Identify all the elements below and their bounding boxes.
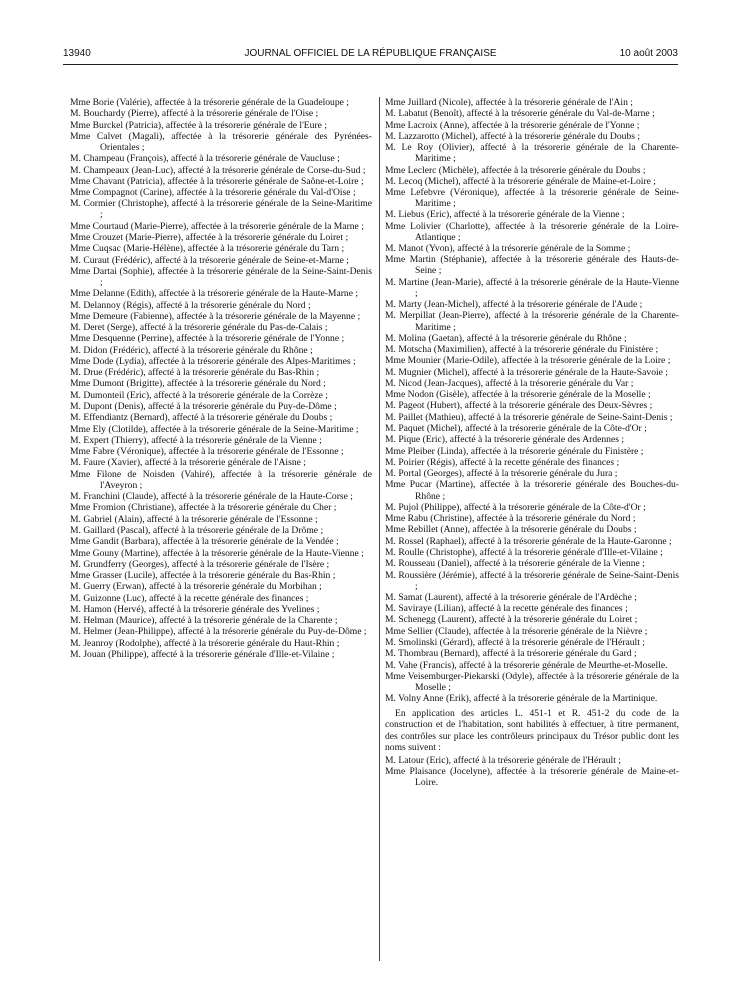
right-entry-list (385, 97, 679, 704)
list-item: M. Dumonteil (Eric), affecté à la trésorerie générale de la Corrèze ; (70, 389, 328, 401)
list-item: M. Schenegg (Laurent), affecté à la trésorerie générale du Loiret ; (385, 614, 638, 626)
list-item: Mme Grasser (Lucile), affectée à la trésorerie générale du Bas-Rhin ; (70, 570, 336, 582)
list-item: M. Paquet (Michel), affecté à la trésorerie générale de la Côte-d'Or ; (385, 423, 647, 435)
list-item: M. Le Roy (Olivier), affecté à la trésorerie générale de la Charente-Maritime ; (385, 142, 679, 165)
list-item: M. Rousseau (Daniel), affecté à la trésorerie générale de la Vienne ; (385, 558, 645, 570)
list-item: Mme Cuqsac (Marie-Hélène), affectée à la trésorerie générale du Tarn ; (70, 243, 345, 255)
list-item: M. Martine (Jean-Marie), affecté à la trésorerie générale de la Haute-Vienne ; (385, 276, 679, 299)
list-item: M. Deret (Serge), affecté à la trésorerie générale du Pas-de-Calais ; (70, 322, 328, 334)
list-item: Mme Lacroix (Anne), affectée à la trésorerie générale de l'Yonne ; (385, 119, 640, 131)
journal-title: JOURNAL OFFICIEL DE LA RÉPUBLIQUE FRANÇAISE (244, 48, 497, 59)
list-item: Mme Demeure (Fabienne), affectée à la trésorerie générale de la Mayenne ; (70, 310, 361, 322)
list-item: Mme Dumont (Brigitte), affectée à la trésorerie générale du Nord ; (70, 378, 326, 390)
list-item: Mme Desquenne (Perrine), affectée à la trésorerie générale de l'Yonne ; (70, 333, 345, 345)
list-item: Mme Compagnot (Carine), affectée à la trésorerie générale du Val-d'Oise ; (70, 187, 356, 199)
list-item: M. Poirier (Régis), affecté à la recette générale des finances ; (385, 456, 620, 468)
page-number: 13940 (63, 48, 91, 59)
list-item: Mme Ely (Clotilde), affectée à la trésorerie générale de la Seine-Maritime ; (70, 423, 359, 435)
list-item: Mme Lolivier (Charlotte), affectée à la trésorerie générale de la Loire-Atlantique ; (385, 220, 679, 243)
list-item: Mme Martin (Stéphanie), affectée à la trésorerie générale des Hauts-de-Seine ; (385, 254, 679, 277)
list-item: M. Gabriel (Alain), affecté à la trésorerie générale de l'Essonne ; (70, 513, 318, 525)
list-item: M. Jeanroy (Rodolphe), affecté à la trésorerie générale du Haut-Rhin ; (70, 637, 340, 649)
list-item: M. Mugnier (Michel), affecté à la trésorerie générale de la Haute-Savoie ; (385, 366, 668, 378)
list-item: M. Vahe (Francis), affecté à la trésorerie générale de Meurthe-et-Moselle. (385, 659, 668, 671)
list-item: M. Jouan (Philippe), affecté à la trésorerie générale d'Ille-et-Vilaine ; (70, 649, 335, 661)
list-item: M. Faure (Xavier), affecté à la trésorerie générale de l'Aisne ; (70, 457, 306, 469)
list-item: M. Nicod (Jean-Jacques), affecté à la trésorerie générale du Var ; (385, 377, 634, 389)
right-column (385, 97, 679, 788)
list-item: M. Expert (Thierry), affecté à la trésorerie générale de la Vienne ; (70, 434, 322, 446)
page-header (63, 48, 678, 62)
list-item: M. Guerry (Erwan), affecté à la trésorerie générale du Morbihan ; (70, 581, 322, 593)
list-item: M. Dupont (Denis), affecté à la trésorerie générale du Puy-de-Dôme ; (70, 401, 337, 413)
list-item: M. Manot (Yvon), affecté à la trésorerie générale de la Somme ; (385, 243, 631, 255)
list-item: M. Molina (Gaetan), affecté à la trésorerie générale du Rhône ; (385, 332, 627, 344)
list-item: M. Smolinski (Gérard), affecté à la trésorerie générale de l'Hérault ; (385, 637, 645, 648)
list-item: Mme Fabre (Véronique), affectée à la trésorerie générale de l'Essonne ; (70, 446, 344, 458)
header-rule (63, 64, 678, 65)
list-item: M. Effendiantz (Bernard), affecté à la trésorerie générale du Doubs ; (70, 412, 333, 424)
list-item: M. Motscha (Maximilien), affecté à la trésorerie générale du Finistère ; (385, 344, 659, 356)
issue-date: 10 août 2003 (619, 48, 678, 59)
list-item: Mme Borie (Valérie), affectée à la trésorerie générale de la Guadeloupe ; (70, 97, 349, 108)
list-item: Mme Lefebvre (Véronique), affectée à la trésorerie générale de Seine-Maritime ; (385, 187, 679, 210)
list-item: Mme Crouzet (Marie-Pierre), affectée à la trésorerie générale du Loiret ; (70, 232, 349, 243)
list-item: Mme Burckel (Patricia), affectée à la trésorerie générale de l'Eure ; (70, 119, 327, 131)
list-item: M. Guizonne (Luc), affecté à la recette générale des finances ; (70, 592, 309, 604)
list-item: M. Marty (Jean-Michel), affecté à la trésorerie générale de l'Aude ; (385, 299, 643, 311)
final-entry-list (385, 755, 679, 788)
list-item: M. Didon (Frédéric), affecté à la trésorerie générale du Rhône ; (70, 344, 313, 356)
list-item: Mme Calvet (Magali), affectée à la trésorerie générale des Pyrénées-Orientales ; (70, 130, 372, 153)
list-item: Mme Gouny (Martine), affectée à la trésorerie générale de la Haute-Vienne ; (70, 547, 364, 559)
list-item: M. Cormier (Christophe), affecté à la trésorerie générale de la Seine-Maritime ; (70, 198, 372, 221)
list-item: M. Samat (Laurent), affecté à la trésorerie générale de l'Ardèche ; (385, 591, 637, 603)
list-item: M. Bouchardy (Pierre), affecté à la trésorerie générale de l'Oise ; (70, 108, 319, 120)
list-item: M. Champeaux (Jean-Luc), affecté à la trésorerie générale de Corse-du-Sud ; (70, 164, 366, 176)
list-item: M. Roulle (Christophe), affecté à la trésorerie générale d'Ille-et-Vilaine ; (385, 546, 663, 558)
list-item: M. Curaut (Frédéric), affecté à la trésorerie générale de Seine-et-Marne ; (70, 254, 349, 266)
list-item: M. Thombrau (Bernard), affecté à la trésorerie générale du Gard ; (385, 648, 637, 660)
list-item: M. Delannoy (Régis), affecté à la trésorerie générale du Nord ; (70, 299, 311, 311)
list-item: M. Gaillard (Pascal), affecté à la trésorerie générale de la Drôme ; (70, 524, 324, 536)
list-item: Mme Courtaud (Marie-Pierre), affectée à la trésorerie générale de la Marne ; (70, 220, 364, 232)
list-item: Mme Delanne (Edith), affectée à la trésorerie générale de la Haute-Marne ; (70, 288, 359, 300)
list-item: Mme Mounier (Marie-Odile), affectée à la trésorerie générale de la Loire ; (385, 355, 671, 367)
list-item: Mme Veisemburger-Piekarski (Odyle), affectée à la trésorerie générale de la Moselle ; (385, 670, 679, 693)
list-item: M. Paillet (Mathieu), affecté à la trésorerie générale de Seine-Saint-Denis ; (385, 411, 673, 423)
list-item: M. Hamon (Hervé), affecté à la trésorerie générale des Yvelines ; (70, 603, 320, 615)
column-divider (379, 97, 380, 961)
list-item: M. Lecoq (Michel), affecté à la trésorerie générale de Maine-et-Loire ; (385, 175, 656, 187)
list-item: Mme Dode (Lydia), affectée à la trésorerie générale des Alpes-Maritimes ; (70, 355, 356, 367)
list-item: M. Helmer (Jean-Philippe), affecté à la trésorerie générale du Puy-de-Dôme ; (70, 626, 367, 638)
list-item: M. Franchini (Claude), affecté à la trésorerie générale de la Haute-Corse ; (70, 491, 353, 503)
list-item: M. Lazzarotto (Michel), affecté à la trésorerie générale du Doubs ; (385, 130, 641, 142)
list-item: M. Latour (Eric), affecté à la trésorerie générale de l'Hérault ; (385, 754, 621, 766)
list-item: M. Drue (Frédéric), affecté à la trésorerie générale du Bas-Rhin ; (70, 367, 320, 379)
list-item: Mme Filone de Noisden (Vahiré), affectée à la trésorerie générale de l'Aveyron ; (70, 468, 372, 491)
closing-paragraph: En application des articles L. 451-1 et R. 451-2 du code de la construction et de l'habitation, sont habilités à effectuer, à titre permanent, des contrôles sur place les contrôleurs principaux du Trésor public dont les noms suivent : (385, 708, 679, 753)
list-item: M. Champeau (François), affecté à la trésorerie générale de Vaucluse ; (70, 153, 340, 165)
list-item: M. Pique (Eric), affecté à la trésorerie générale des Ardennes ; (385, 434, 625, 446)
list-item: Mme Juillard (Nicole), affectée à la trésorerie générale de l'Ain ; (385, 97, 633, 108)
list-item: M. Helman (Maurice), affecté à la trésorerie générale de la Charente ; (70, 615, 338, 627)
list-item: Mme Plaisance (Jocelyne), affectée à la trésorerie générale de Maine-et-Loire. (385, 765, 679, 789)
list-item: M. Roussière (Jérémie), affecté à la trésorerie générale de Seine-Saint-Denis ; (385, 569, 679, 592)
list-item: M. Pageot (Hubert), affecté à la trésorerie générale des Deux-Sèvres ; (385, 400, 653, 412)
list-item: M. Rossel (Raphael), affecté à la trésorerie générale de la Haute-Garonne ; (385, 535, 672, 547)
list-item: M. Pujol (Philippe), affecté à la trésorerie générale de la Côte-d'Or ; (385, 501, 646, 513)
list-item: M. Liebus (Eric), affecté à la trésorerie générale de la Vienne ; (385, 209, 625, 221)
list-item: M. Saviraye (Lilian), affecté à la recette générale des finances ; (385, 603, 628, 615)
list-item: Mme Gandit (Barbara), affectée à la trésorerie générale de la Vendée ; (70, 536, 339, 548)
left-column (70, 97, 372, 660)
list-item: Mme Chavant (Patricia), affectée à la trésorerie générale de Saône-et-Loire ; (70, 175, 364, 187)
list-item: M. Grundferry (Georges), affecté à la trésorerie générale de l'Isère ; (70, 558, 330, 570)
list-item: M. Volny Anne (Erik), affecté à la trésorerie générale de la Martinique. (385, 693, 658, 705)
list-item: M. Labatut (Benoît), affecté à la trésorerie générale du Val-de-Marne ; (385, 108, 655, 120)
list-item: M. Merpillat (Jean-Pierre), affecté à la trésorerie générale de la Charente-Maritime ; (385, 310, 679, 333)
list-item: Mme Rebillet (Anne), affectée à la trésorerie générale du Doubs ; (385, 524, 637, 536)
list-item: Mme Sellier (Claude), affectée à la trésorerie générale de la Nièvre ; (385, 625, 648, 637)
list-item: Mme Leclerc (Michèle), affectée à la trésorerie générale du Doubs ; (385, 164, 646, 176)
list-item: Mme Dartai (Sophie), affectée à la trésorerie générale de la Seine-Saint-Denis ; (70, 265, 372, 288)
list-item: Mme Rabu (Christine), affectée à la trésorerie générale du Nord ; (385, 513, 636, 525)
list-item: Mme Pucar (Martine), affectée à la trésorerie générale des Bouches-du-Rhône ; (385, 479, 679, 502)
list-item: Mme Fromion (Christiane), affectée à la trésorerie générale du Cher ; (70, 502, 337, 514)
list-item: Mme Nodon (Gisèle), affectée à la trésorerie générale de la Moselle ; (385, 389, 651, 401)
list-item: M. Portal (Georges), affecté à la trésorerie générale du Jura ; (385, 468, 618, 480)
list-item: Mme Pleiber (Linda), affectée à la trésorerie générale du Finistère ; (385, 445, 644, 457)
